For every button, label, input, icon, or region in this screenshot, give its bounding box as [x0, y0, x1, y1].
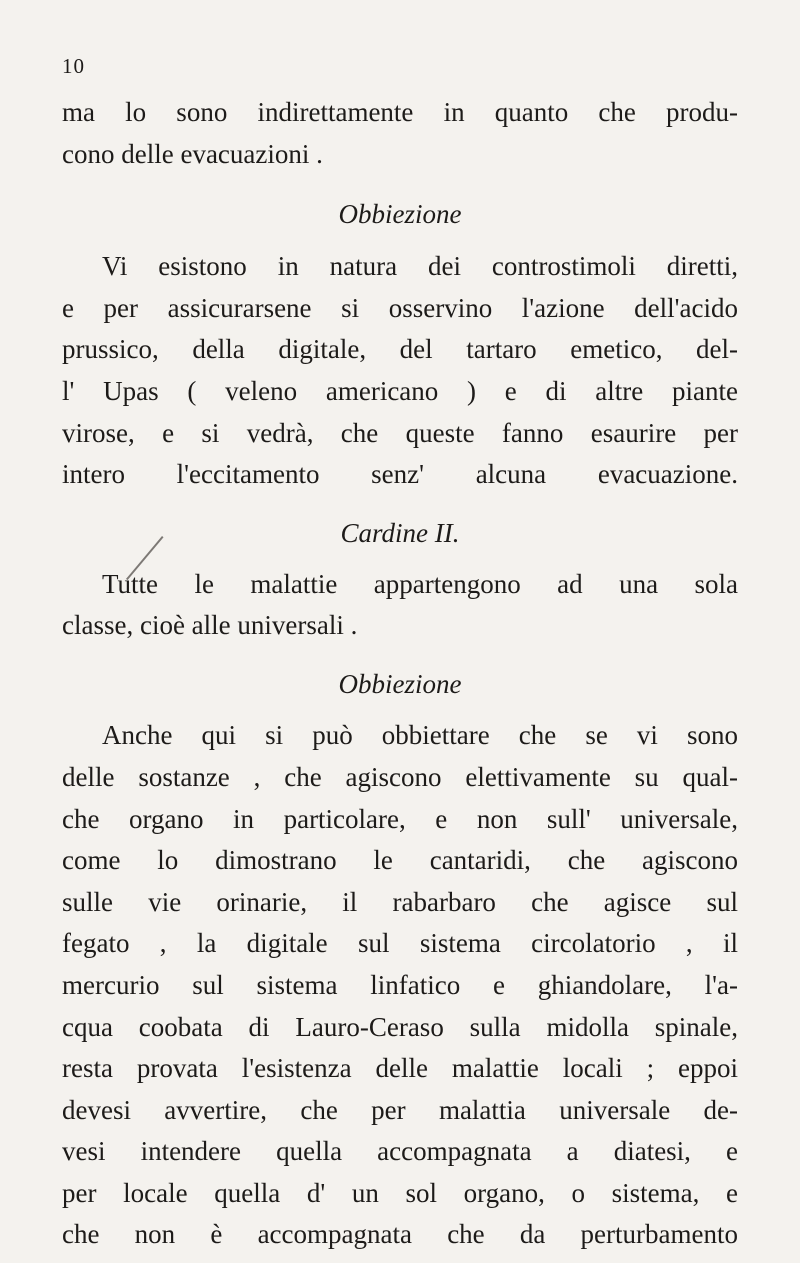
text-line: Anche qui si può obbiettare che se vi sono — [102, 720, 738, 750]
text-line: Vi esistono in natura dei controstimoli diretti, — [102, 251, 738, 281]
text-line: devesi avvertire, che per malattia universale de- — [62, 1095, 738, 1125]
text-line: prussico, della digitale, del tartaro emetico, del- — [62, 334, 738, 364]
section-heading: Cardine II. — [340, 518, 460, 548]
text-line: intero l'eccitamento senz' alcuna evacuazione. — [62, 459, 738, 489]
text-line: virose, e si vedrà, che queste fanno esaurire per — [62, 418, 738, 448]
text-line: fegato , la digitale sul sistema circolatorio , il — [62, 928, 738, 958]
text-line: cqua coobata di Lauro-Ceraso sulla midolla spinale, — [62, 1012, 738, 1042]
page-number: 10 — [62, 54, 85, 78]
text-line: resta provata l'esistenza delle malattie locali ; eppoi — [62, 1053, 738, 1083]
text-line: delle sostanze , che agiscono elettivamente su qual- — [62, 762, 738, 792]
text-line: sulle vie orinarie, il rabarbaro che agisce sul — [62, 887, 738, 917]
text-line: vesi intendere quella accompagnata a diatesi, e — [62, 1136, 738, 1166]
text-line: e per assicurarsene si osservino l'azione dell'acido — [62, 293, 738, 323]
text-line: come lo dimostrano le cantaridi, che agiscono — [62, 845, 738, 875]
section-heading: Obbiezione — [338, 669, 462, 699]
text-line: per locale quella d' un sol organo, o sistema, e — [62, 1178, 738, 1208]
text-line: che non è accompagnata che da perturbamento — [62, 1219, 738, 1249]
section-heading: Obbiezione — [338, 199, 462, 229]
text-line: ma lo sono indirettamente in quanto che produ- — [62, 97, 738, 127]
text-line: classe, cioè alle universali . — [62, 610, 358, 640]
text-line: l' Upas ( veleno americano ) e di altre piante — [62, 376, 738, 406]
text-line: che organo in particolare, e non sull' universale, — [62, 804, 738, 834]
text-line: Tutte le malattie appartengono ad una sola — [102, 569, 738, 599]
text-line: cono delle evacuazioni . — [62, 139, 323, 169]
text-line: mercurio sul sistema linfatico e ghiandolare, l'a- — [62, 970, 738, 1000]
